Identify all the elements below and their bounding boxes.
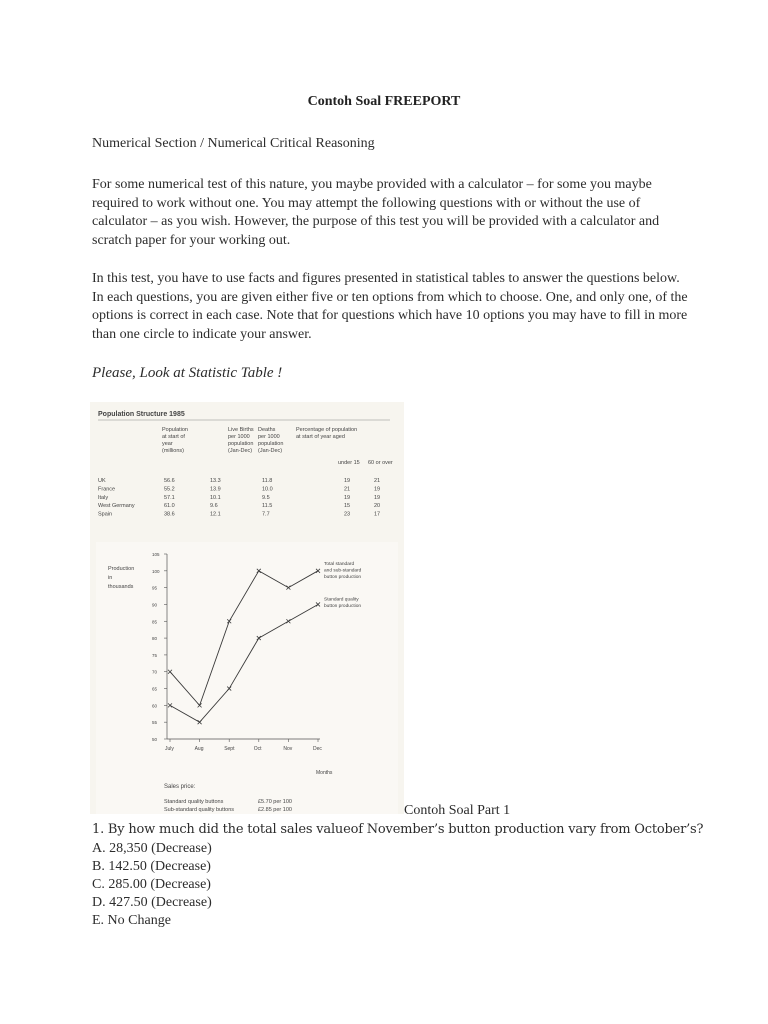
figure-caption: Contoh Soal Part 1 <box>404 803 511 818</box>
section-heading: Numerical Section / Numerical Critical Reasoning <box>92 136 375 151</box>
table-cell-population: 57.1 <box>164 494 175 501</box>
legend-text: Standard quality <box>324 597 359 603</box>
table-header-line: Deaths <box>258 427 276 433</box>
table-header-line: (Jan-Dec) <box>228 448 253 454</box>
question-1: 1. By how much did the total sales valueof November’s button production vary from October’s? <box>92 822 704 837</box>
table-cell-under15: 21 <box>344 486 351 493</box>
legend-text: and sub-standard <box>324 568 362 574</box>
option-b[interactable]: B. 142.50 (Decrease) <box>92 859 211 874</box>
option-c[interactable]: C. 285.00 (Decrease) <box>92 877 211 892</box>
table-header-line: population <box>258 441 284 447</box>
answer-options <box>92 840 492 930</box>
y-tick-label: 75 <box>152 652 158 658</box>
table-cell-births: 10.1 <box>210 494 221 501</box>
table-cell-over60: 20 <box>374 503 381 510</box>
table-header-line: Population <box>162 427 188 433</box>
chart-ylabel-3: thousands <box>108 584 134 590</box>
document-title: Contoh Soal FREEPORT <box>307 94 461 109</box>
table-header-line: population <box>228 441 254 447</box>
table-header-line: Percentage of population <box>296 427 358 433</box>
table-cell-country: West Germany <box>98 503 135 510</box>
option-a[interactable]: A. 28,350 (Decrease) <box>92 841 212 856</box>
y-tick-label: 60 <box>152 703 158 709</box>
sales-price-heading: Sales price: <box>164 784 196 790</box>
table-cell-births: 13.9 <box>210 486 221 493</box>
table-cell-deaths: 7.7 <box>262 511 270 518</box>
table-cell-deaths: 11.5 <box>262 503 273 510</box>
table-title: Population Structure 1985 <box>98 411 185 418</box>
table-cell-over60: 17 <box>374 511 381 518</box>
table-header-line: at start of <box>162 434 185 440</box>
table-subheader-under15: under 15 <box>338 460 360 466</box>
option-e[interactable]: E. No Change <box>92 913 171 928</box>
instructions-paragraph: In this test, you have to use facts and figures presented in statistical tables to answer the questions below. In each questions, you are given either five or ten options from which to choose. One, and only one, of the options is correct in each case. Note that for questions which have 10 options you may have to fill in more than one circle to indicate your answer. <box>92 271 688 342</box>
y-tick-label: 50 <box>152 737 158 742</box>
table-cell-population: 55.2 <box>164 486 175 493</box>
table-cell-under15: 19 <box>344 478 351 484</box>
table-header-line: year <box>162 441 173 447</box>
table-header-line: per 1000 <box>228 434 250 440</box>
footnote-substandard-price: £2.85 per 100 <box>258 807 292 813</box>
chart-panel <box>96 542 398 814</box>
table-header-line: per 1000 <box>258 434 280 440</box>
x-tick-label: Dec <box>313 746 322 752</box>
statistics-figure-svg <box>90 402 404 814</box>
option-d[interactable]: D. 427.50 (Decrease) <box>92 895 212 910</box>
chart-ylabel-2: in <box>108 575 113 581</box>
y-tick-label: 70 <box>152 669 158 675</box>
table-headers <box>162 427 357 454</box>
x-tick-label: July <box>165 746 174 752</box>
x-tick-label: Nov <box>283 746 293 752</box>
chart-xlabel: Months <box>316 770 333 776</box>
legend-text: Total standard <box>324 561 355 567</box>
statistics-figure <box>90 402 404 814</box>
table-subheader-over60: 60 or over <box>368 460 393 466</box>
chart-ylabel-1: Production <box>108 566 135 572</box>
table-cell-country: Spain <box>98 511 113 518</box>
table-cell-births: 12.1 <box>210 511 221 518</box>
table-header-line: Live Births <box>228 427 254 433</box>
table-cell-under15: 23 <box>344 511 351 518</box>
y-tick-label: 80 <box>152 636 158 642</box>
x-tick-label: Aug <box>194 746 204 752</box>
table-cell-country: UK <box>98 478 106 484</box>
y-tick-label: 85 <box>152 619 158 625</box>
legend-text: button production <box>324 574 362 580</box>
table-cell-under15: 19 <box>344 494 351 501</box>
legend-text: button production <box>324 603 362 609</box>
table-cell-deaths: 9.5 <box>262 494 270 501</box>
table-cell-over60: 19 <box>374 494 381 501</box>
table-cell-over60: 21 <box>374 478 381 484</box>
table-cell-births: 9.6 <box>210 503 218 510</box>
table-cell-deaths: 10.0 <box>262 486 273 493</box>
table-cell-population: 56.6 <box>164 478 175 484</box>
table-cell-country: France <box>98 486 116 493</box>
table-cell-country: Italy <box>98 494 109 501</box>
y-tick-label: 65 <box>152 686 158 692</box>
table-cell-under15: 15 <box>344 503 351 510</box>
y-tick-label: 90 <box>152 602 158 608</box>
table-header-line: at start of year aged <box>296 434 345 440</box>
x-tick-label: Sept <box>224 746 235 752</box>
table-header-line: (millions) <box>162 448 184 454</box>
y-tick-label: 55 <box>152 720 158 726</box>
table-cell-births: 13.3 <box>210 478 221 484</box>
footnote-standard-label: Standard quality buttons <box>164 799 224 805</box>
intro-paragraph: For some numerical test of this nature, you maybe provided with a calculator – for some you maybe required to work without one. You may attempt the following questions with or without the use of calculator – as you wish. However, the purpose of this test you will be provided with a calculator and scratch paper for your working out. <box>92 177 660 248</box>
table-header-line: (Jan-Dec) <box>258 448 283 454</box>
table-cell-deaths: 11.8 <box>262 478 273 484</box>
footnote-standard-price: £5.70 per 100 <box>258 799 292 805</box>
table-cell-population: 61.0 <box>164 503 175 510</box>
x-tick-label: Oct <box>253 746 262 752</box>
footnote-substandard-label: Sub-standard quality buttons <box>164 807 235 813</box>
table-rows <box>98 478 380 518</box>
table-cell-over60: 19 <box>374 486 381 493</box>
y-tick-label: 95 <box>152 585 158 591</box>
table-cell-population: 38.6 <box>164 511 175 518</box>
look-at-table-note: Please, Look at Statistic Table ! <box>92 365 283 381</box>
y-tick-label: 100 <box>152 568 160 574</box>
y-tick-label: 105 <box>152 552 160 557</box>
